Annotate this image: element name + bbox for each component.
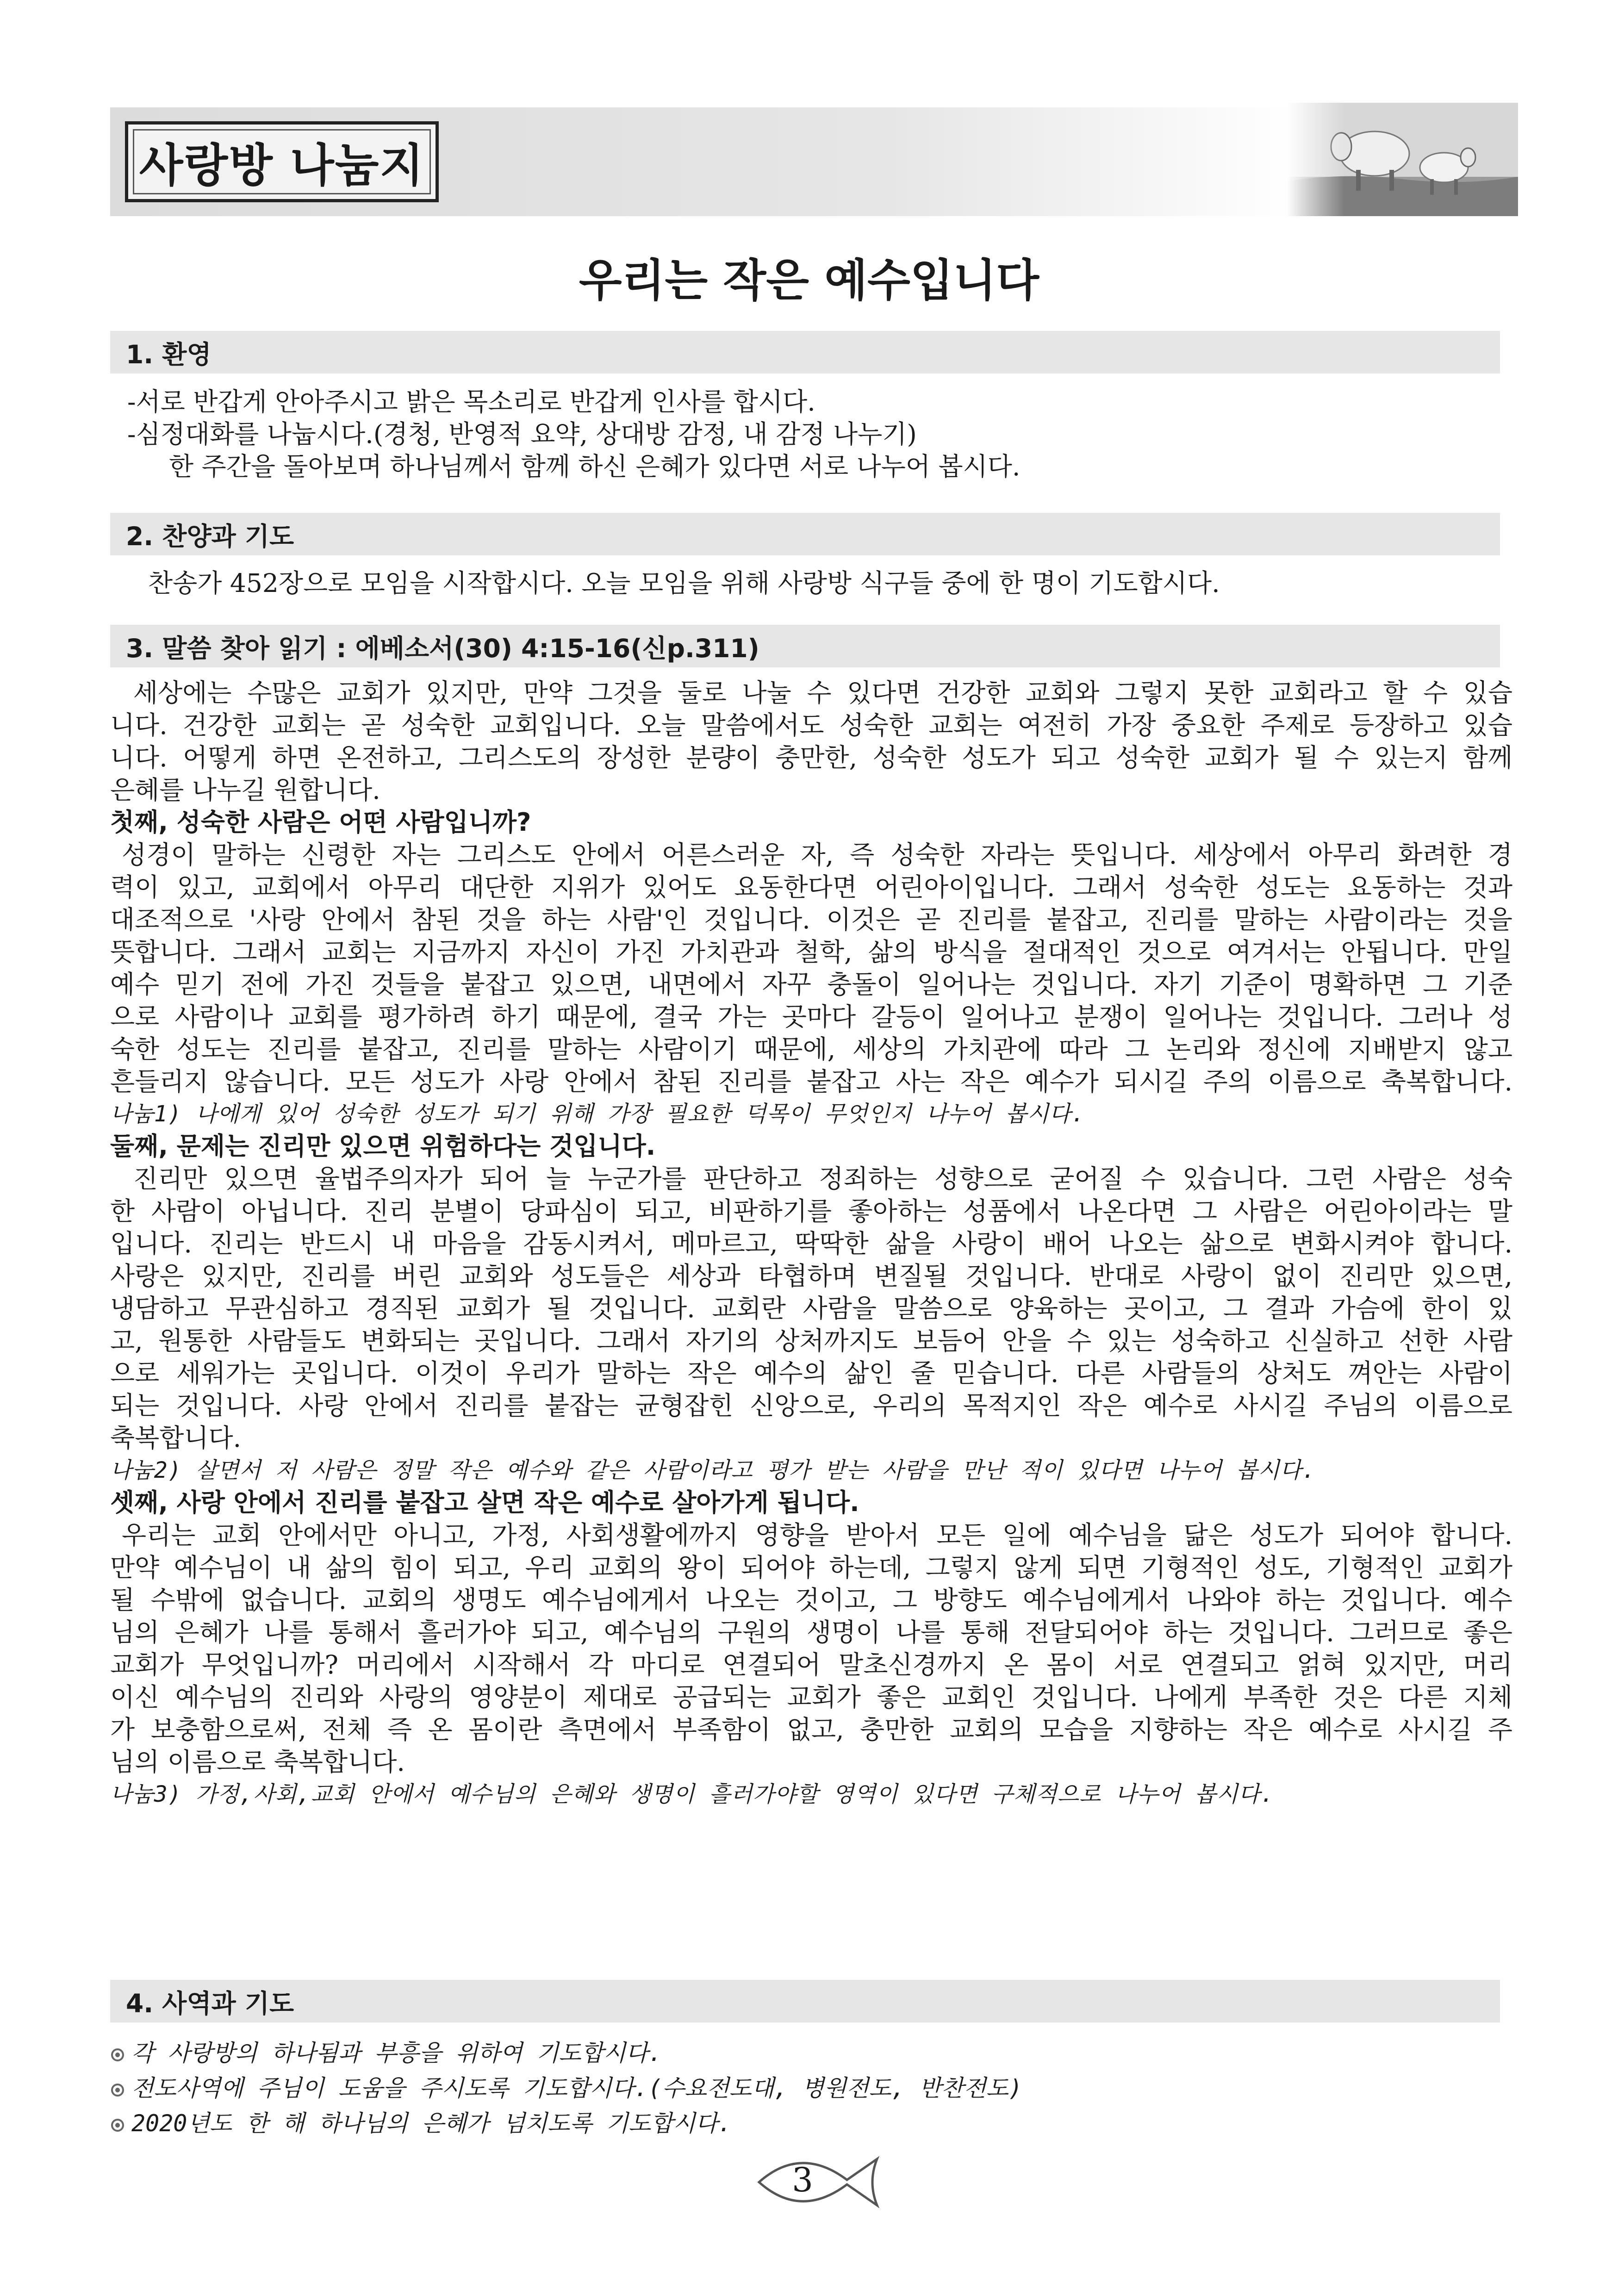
section-heading-ministry: 4. 사역과 기도 [110,1980,1500,2022]
sheep-photo [1287,103,1518,216]
prayer-item [111,2035,1513,2071]
point-3-line: 님의 이름으로 축복합니다. [110,1747,405,1777]
prayer-item [111,2106,1513,2141]
intro-line: 니다. 어떻게 하면 온전하고, 그리스도의 장성한 분량이 충만한, 성숙한 성도가 되고 성숙한 교회가 될 수 있는지 함께 [110,743,1512,772]
point-1-title: 첫째, 성숙한 사람은 어떤 사람입니까? [110,808,531,837]
point-3-line: 이신 예수님의 진리와 사랑의 영양분이 제대로 공급되는 교회가 좋은 교회인 것입니다. 나에게 부족한 것은 다른 지체 [110,1682,1512,1712]
point-2-line: 고, 원통한 사람들도 변화되는 곳입니다. 그래서 자기의 상처까지도 보듬어 안을 수 있는 성숙하고 신실하고 선한 사람 [110,1326,1512,1356]
section-welcome-body [127,386,1530,483]
point-2-line: 되는 것입니다. 사랑 안에서 진리를 붙잡는 균형잡힌 신앙으로, 우리의 목적지인 작은 예수로 사시길 주님의 이름으로 [110,1391,1512,1420]
point-3-title: 셋째, 사랑 안에서 진리를 붙잡고 살면 작은 예수로 살아가게 됩니다. [110,1488,859,1517]
point-2-line: 한 사람이 아닙니다. 진리 분별이 당파심이 되고, 비판하기를 좋아하는 성품에서 나온다면 그 사람은 어린아이라는 말 [110,1196,1512,1226]
section-heading-welcome: 1. 환영 [110,331,1500,373]
bullet-icon [111,2048,124,2061]
page-number: 3 [792,2160,813,2199]
prayer-item-text: 각 사랑방의 하나됨과 부흥을 위하여 기도합시다. [131,2040,662,2066]
point-3-line: 가 보충함으로써, 전체 즉 온 몸이란 측면에서 부족함이 없고, 충만한 교회의 모습을 지향하는 작은 예수로 사시길 주 [110,1715,1512,1744]
point-2-line: 사랑은 있지만, 진리를 버린 교회와 성도들은 세상과 타협하며 변질될 것입니다. 반대로 사랑이 없이 진리만 있으면, [110,1261,1512,1291]
point-2-line: 으로 세워가는 곳입니다. 이것이 우리가 말하는 작은 예수의 삶인 줄 믿습니다. 다른 사람들의 상처도 껴안는 사람이 [110,1358,1512,1388]
prayer-item-text: 전도사역에 주님이 도움을 주시도록 기도합시다.(수요전도대, 병원전도, 반찬전도) [131,2075,1023,2102]
section-reading-body [110,677,1512,1811]
intro-line: 세상에는 수많은 교회가 있지만, 만약 그것을 둘로 나눌 수 있다면 건강한 교회와 그렇지 못한 교회라고 할 수 있습 [133,678,1512,708]
point-3-line: 될 수밖에 없습니다. 교회의 생명도 예수님에게서 나오는 것이고, 그 방향도 예수님에게서 나와야 하는 것입니다. 예수 [110,1585,1512,1615]
intro-line: 니다. 건강한 교회는 곧 성숙한 교회입니다. 오늘 말씀에서도 성숙한 교회는 여전히 가장 중요한 주제로 등장하고 있습 [110,710,1512,740]
point-1-line: 뜻합니다. 그래서 교회는 지금까지 자신이 가진 가치관과 철학, 삶의 방식을 절대적인 것으로 여겨서는 안됩니다. 만일 [110,937,1512,967]
point-1-line: 대조적으로 '사랑 안에서 참된 것을 하는 사람'인 것입니다. 이것은 곧 진리를 붙잡고, 진리를 말하는 사람이라는 것을 [110,905,1512,934]
point-3-line: 교회가 무엇입니까? 머리에서 시작해서 각 마디로 연결되어 말초신경까지 온 몸이 서로 연결되고 얽혀 있지만, 머리 [110,1650,1512,1680]
prayer-item [111,2071,1513,2106]
header-badge-text: 사랑방 나눔지 [139,139,425,192]
point-2-line: 축복합니다. [110,1423,242,1453]
sharing-question-1: 나눔1) 나에게 있어 성숙한 성도가 되기 위해 가장 필요한 덕목이 무엇인지 나누어 봅시다. [110,1101,1085,1127]
point-3-line: 우리는 교회 안에서만 아니고, 가정, 사회생활에까지 영향을 받아서 모든 일에 예수님을 닮은 성도가 되어야 합니다. [122,1520,1512,1550]
point-1-line: 력이 있고, 교회에서 아무리 대단한 지위가 있어도 요동한다면 어린아이입니다. 그래서 성숙한 성도는 요동하는 것과 [110,872,1512,902]
welcome-line: 한 주간을 돌아보며 하나님께서 함께 하신 은혜가 있다면 서로 나누어 봅시다. [169,452,1021,481]
sharing-question-3: 나눔3) 가정,사회,교회 안에서 예수님의 은혜와 생명이 흘러가야할 영역이 있다면 구체적으로 나누어 봅시다. [110,1781,1275,1807]
welcome-line: -심정대화를 나눕시다.(경청, 반영적 요약, 상대방 감정, 내 감정 나누기) [127,419,917,449]
praise-line: 찬송가 452장으로 모임을 시작합시다. 오늘 모임을 위해 사랑방 식구들 중에 한 명이 기도합시다. [148,568,1220,598]
section-praise-body [148,567,1550,599]
prayer-item-text: 2020년도 한 해 하나님의 은혜가 넘치도록 기도합시다. [131,2110,732,2137]
point-1-line: 으로 사람이나 교회를 평가하려 하기 때문에, 결국 가는 곳마다 갈등이 일어나고 분쟁이 일어나는 것입니다. 그러나 성 [110,1002,1512,1032]
point-2-line: 입니다. 진리는 반드시 내 마음을 감동시켜서, 메마르고, 딱딱한 삶을 사랑이 배어 나오는 삶으로 변화시켜야 합니다. [110,1229,1512,1258]
fish-icon [750,2147,889,2217]
point-1-line: 숙한 성도는 진리를 붙잡고, 진리를 말하는 사람이기 때문에, 세상의 가치관에 따라 그 논리와 정신에 지배받지 않고 [110,1034,1512,1064]
intro-line: 은혜를 나누길 원합니다. [110,775,380,805]
page-title: 우리는 작은 예수입니다 [579,255,1039,306]
section-heading-praise: 2. 찬양과 기도 [110,513,1500,555]
point-1-line: 예수 믿기 전에 가진 것들을 붙잡고 있으면, 내면에서 자꾸 충돌이 일어나는 것입니다. 자기 기준이 명확하면 그 기준 [110,970,1512,999]
point-1-line: 흔들리지 않습니다. 모든 성도가 사랑 안에서 참된 진리를 붙잡고 사는 작은 예수가 되시길 주의 이름으로 축복합니다. [110,1067,1512,1096]
header-badge [125,121,439,202]
point-2-line: 진리만 있으면 율법주의자가 되어 늘 누군가를 판단하고 정죄하는 성향으로 굳어질 수 있습니다. 그런 사람은 성숙 [133,1164,1512,1194]
bullet-icon [111,2084,124,2097]
welcome-line: -서로 반갑게 안아주시고 밝은 목소리로 반갑게 인사를 합시다. [127,387,815,417]
point-2-title: 둘째, 문제는 진리만 있으면 위험하다는 것입니다. [110,1132,656,1161]
bullet-icon [111,2119,124,2132]
point-3-line: 만약 예수님이 내 삶의 힘이 되고, 우리 교회의 왕이 되어야 하는데, 그렇지 않게 되면 기형적인 성도, 기형적인 교회가 [110,1553,1512,1582]
section-heading-reading: 3. 말씀 찾아 읽기 : 에베소서(30) 4:15-16(신p.311) [110,625,1500,667]
point-3-line: 님의 은혜가 나를 통해서 흘러가야 되고, 예수님의 구원의 생명이 나를 통해 전달되어야 하는 것입니다. 그러므로 좋은 [110,1618,1512,1647]
point-2-line: 냉담하고 무관심하고 경직된 교회가 될 것입니다. 교회란 사람을 말씀으로 양육하는 곳이고, 그 결과 가슴에 한이 있 [110,1294,1512,1323]
section-ministry-body [111,2035,1513,2141]
sharing-question-2: 나눔2) 살면서 저 사람은 정말 작은 예수와 같은 사람이라고 평가 받는 사람을 만난 적이 있다면 나누어 봅시다. [110,1457,1316,1483]
point-1-line: 성경이 말하는 신령한 자는 그리스도 안에서 어른스러운 자, 즉 성숙한 자라는 뜻입니다. 세상에서 아무리 화려한 경 [122,840,1512,870]
